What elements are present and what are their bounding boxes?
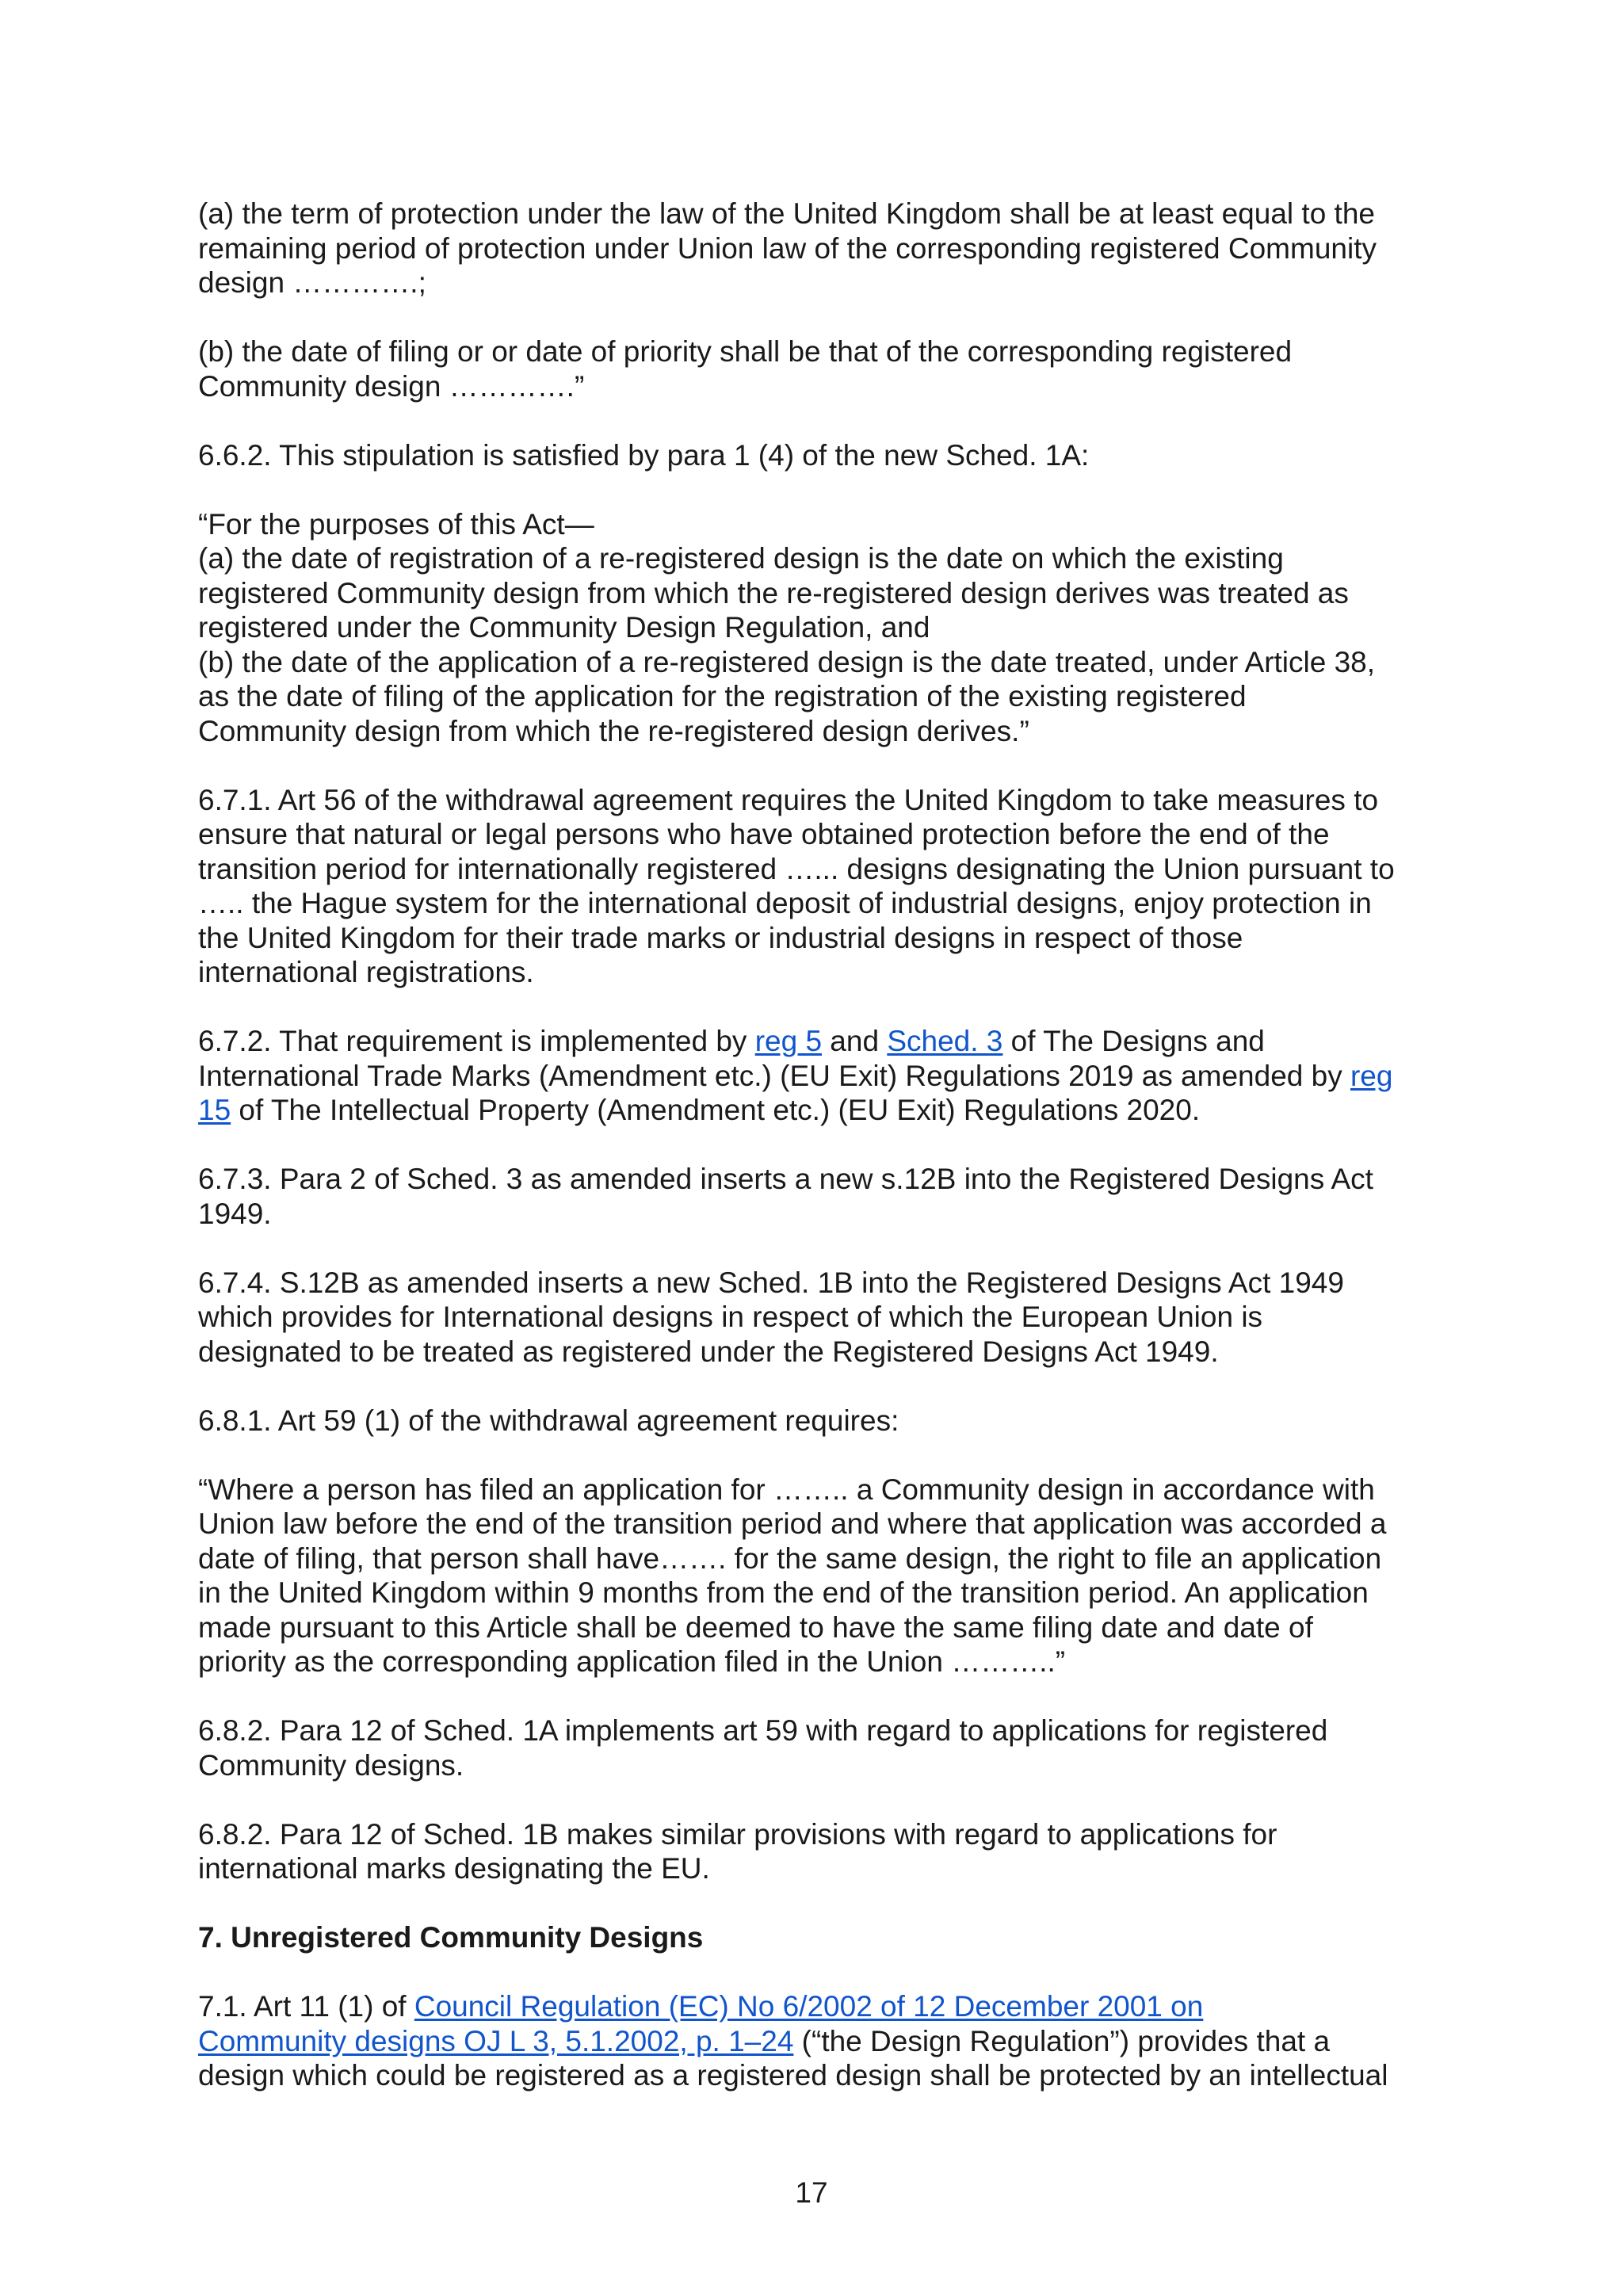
text-line: Community designs. [198, 1748, 464, 1782]
paragraph [198, 1404, 1434, 1438]
text-line: priority as the corresponding application filed in the Union ………..” [198, 1645, 1066, 1678]
text-line: International Trade Marks (Amendment etc.) (EU Exit) Regulations 2019 as amended by reg [198, 1059, 1393, 1092]
text-line: design which could be registered as a registered design shall be protected by an intellectual [198, 2059, 1388, 2092]
text-line: 6.7.2. That requirement is implemented by reg 5 and Sched. 3 of The Designs and [198, 1025, 1265, 1057]
paragraph [198, 1989, 1434, 2093]
paragraph [198, 1266, 1434, 1370]
text-line: as the date of filing of the application for the registration of the existing registered [198, 680, 1247, 712]
text-line: Community design from which the re-registered design derives.” [198, 714, 1029, 747]
text-line: 6.8.2. Para 12 of Sched. 1A implements art 59 with regard to applications for registered [198, 1714, 1328, 1747]
text-line: ensure that natural or legal persons who have obtained protection before the end of the [198, 818, 1330, 850]
hyperlink[interactable]: Sched. 3 [887, 1025, 1003, 1057]
text-line: the United Kingdom for their trade marks or industrial designs in respect of those [198, 921, 1243, 954]
paragraph [198, 1817, 1434, 1886]
text-line: (a) the date of registration of a re-registered design is the date on which the existing [198, 542, 1284, 575]
paragraph [198, 438, 1434, 473]
hyperlink[interactable]: reg [1350, 1059, 1393, 1092]
text-line: which provides for International designs in respect of which the European Union is [198, 1301, 1263, 1333]
text-line: (a) the term of protection under the law of the United Kingdom shall be at least equal to the [198, 197, 1375, 230]
text-line: (b) the date of the application of a re-registered design is the date treated, under Article 38, [198, 645, 1376, 678]
text-line: international marks designating the EU. [198, 1852, 710, 1885]
paragraph [198, 334, 1434, 403]
text-line: ….. the Hague system for the international deposit of industrial designs, enjoy protection in [198, 887, 1372, 919]
text-line: registered under the Community Design Regulation, and [198, 611, 930, 644]
text-line: date of filing, that person shall have……. for the same design, the right to file an application [198, 1541, 1382, 1575]
page-content [198, 197, 1434, 2127]
text-line: 7. Unregistered Community Designs [198, 1921, 704, 1954]
paragraph [198, 1713, 1434, 1782]
text-line: Community designs OJ L 3, 5.1.2002, p. 1–24 (“the Design Regulation”) provides that a [198, 2024, 1331, 2057]
text-line: designated to be treated as registered under the Registered Designs Act 1949. [198, 1335, 1219, 1368]
text-line: Community design ………….” [198, 369, 585, 403]
text-line: 6.6.2. This stipulation is satisfied by para 1 (4) of the new Sched. 1A: [198, 438, 1090, 472]
text-line: 6.7.3. Para 2 of Sched. 3 as amended inserts a new s.12B into the Registered Designs Act [198, 1163, 1373, 1195]
hyperlink[interactable]: Community designs OJ L 3, 5.1.2002, p. 1–24 [198, 2024, 794, 2057]
text-line: 6.8.2. Para 12 of Sched. 1B makes similar provisions with regard to applications for [198, 1817, 1277, 1851]
section-heading [198, 1920, 1434, 1955]
hyperlink[interactable]: Council Regulation (EC) No 6/2002 of 12 December 2001 on [414, 1990, 1204, 2023]
text-line: 6.7.4. S.12B as amended inserts a new Sched. 1B into the Registered Designs Act 1949 [198, 1266, 1344, 1299]
text-line: “For the purposes of this Act— [198, 507, 594, 541]
paragraph [198, 1162, 1434, 1231]
text-line: 1949. [198, 1197, 272, 1230]
paragraph [198, 507, 1434, 749]
text-line: transition period for internationally registered …... designs designating the Union pursuant to [198, 852, 1395, 885]
text-line: (b) the date of filing or or date of priority shall be that of the corresponding registered [198, 335, 1293, 368]
hyperlink[interactable]: 15 [198, 1094, 231, 1126]
paragraph [198, 783, 1434, 990]
text-line: “Where a person has filed an application for …….. a Community design in accordance with [198, 1473, 1375, 1506]
hyperlink[interactable]: reg 5 [754, 1025, 823, 1057]
text-line: in the United Kingdom within 9 months from the end of the transition period. An application [198, 1576, 1369, 1609]
text-line: 15 of The Intellectual Property (Amendment etc.) (EU Exit) Regulations 2020. [198, 1094, 1201, 1126]
text-line: made pursuant to this Article shall be deemed to have the same filing date and date of [198, 1610, 1313, 1644]
paragraph [198, 1024, 1434, 1128]
text-line: 7.1. Art 11 (1) of Council Regulation (EC) No 6/2002 of 12 December 2001 on [198, 1990, 1204, 2023]
text-line: registered Community design from which the re-registered design derives was treated as [198, 576, 1349, 609]
text-line: 6.8.1. Art 59 (1) of the withdrawal agreement requires: [198, 1404, 899, 1437]
text-line: international registrations. [198, 956, 534, 988]
text-line: design ………….; [198, 266, 426, 299]
text-line: remaining period of protection under Union law of the corresponding registered Community [198, 231, 1377, 265]
text-line: Union law before the end of the transition period and where that application was accorded a [198, 1507, 1387, 1540]
paragraph [198, 197, 1434, 300]
paragraph [198, 1473, 1434, 1679]
text-line: 6.7.1. Art 56 of the withdrawal agreement requires the United Kingdom to take measures to [198, 783, 1379, 816]
page-number: 17 [795, 2176, 828, 2209]
